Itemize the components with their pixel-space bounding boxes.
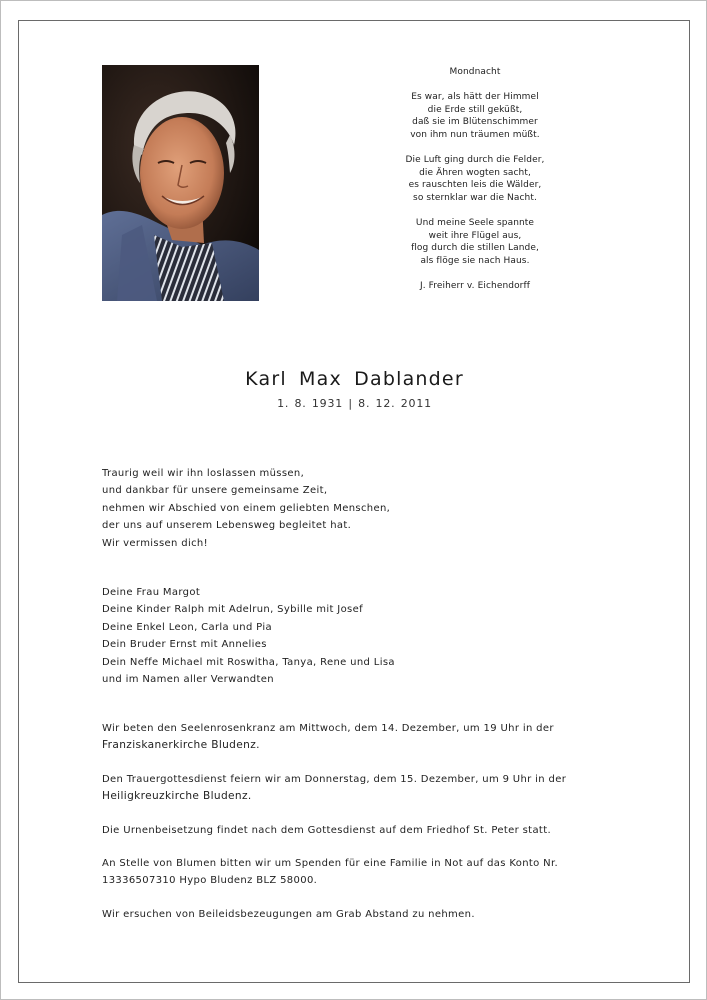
poem-line: Es war, als hätt der Himmel: [411, 92, 539, 103]
mourner-line: Dein Neffe Michael mit Roswitha, Tanya, Rene und Lisa: [102, 656, 395, 668]
poem-line: so sternklar war die Nacht.: [413, 192, 537, 203]
funeral-mass-notice: [102, 771, 622, 806]
mourner-line: Deine Frau Margot: [102, 587, 201, 598]
mourner-line: Dein Bruder Ernst mit Annelies: [102, 639, 267, 651]
farewell-text: [102, 465, 622, 552]
poem-line: die Erde still geküßt,: [427, 104, 523, 115]
farewell-line: nehmen wir Abschied von einem geliebten Menschen,: [102, 502, 391, 514]
poem-stanza: [385, 217, 565, 267]
poem: [385, 66, 565, 293]
farewell-line: Traurig weil wir ihn loslassen müssen,: [102, 468, 305, 479]
poem-line: als flöge sie nach Haus.: [420, 255, 530, 266]
poem-line: Und meine Seele spannte: [415, 218, 535, 229]
poem-line: flog durch die stillen Lande,: [411, 243, 539, 254]
farewell-line: Wir vermissen dich!: [102, 537, 208, 549]
mourner-line: Deine Kinder Ralph mit Adelrun, Sybille mit Josef: [102, 604, 363, 616]
poem-line: daß sie im Blütenschimmer: [412, 117, 538, 128]
farewell-line: der uns auf unserem Lebensweg begleitet hat.: [102, 520, 352, 532]
poem-line: von ihm nun träumen müßt.: [410, 129, 540, 140]
mourner-line: Deine Enkel Leon, Carla und Pia: [102, 621, 272, 633]
poem-line: es rauschten leis die Wälder,: [408, 180, 542, 191]
urn-burial-notice: [102, 822, 622, 839]
poem-line: Die Luft ging durch die Felder,: [405, 155, 545, 166]
mourners-list: [102, 584, 622, 688]
farewell-line: und dankbar für unsere gemeinsame Zeit,: [102, 485, 328, 497]
poem-title: Mondnacht: [449, 67, 501, 77]
donation-notice: [102, 855, 622, 890]
life-dates: 1. 8. 1931 | 8. 12. 2011: [277, 397, 432, 410]
poem-line: die Ähren wogten sacht,: [419, 167, 531, 178]
mourner-line: und im Namen aller Verwandten: [102, 674, 274, 686]
info-line: Die Urnenbeisetzung findet nach dem Gottesdienst auf dem Friedhof St. Peter statt.: [102, 824, 551, 836]
info-line: Wir ersuchen von Beileidsbezeugungen am Grab Abstand zu nehmen.: [102, 908, 475, 920]
info-line: An Stelle von Blumen bitten wir um Spenden für eine Familie in Not auf das Konto Nr.: [102, 858, 559, 870]
poem-author: J. Freiherr v. Eichendorff: [419, 281, 531, 292]
info-line: Den Trauergottesdienst feiern wir am Donnerstag, dem 15. Dezember, um 9 Uhr in der: [102, 773, 567, 785]
info-line: Heiligkreuzkirche Bludenz.: [102, 790, 252, 803]
info-line: Wir beten den Seelenrosenkranz am Mittwoch, dem 14. Dezember, um 19 Uhr in der: [102, 723, 554, 734]
poem-line: weit ihre Flügel aus,: [428, 230, 522, 241]
poem-stanza: [385, 154, 565, 204]
poem-stanza: [385, 91, 565, 141]
portrait-photo: [102, 65, 259, 301]
deceased-name: Karl Max Dablander: [245, 368, 464, 390]
info-line: Franziskanerkirche Bludenz.: [102, 739, 260, 752]
condolence-notice: [102, 906, 622, 923]
info-line: 13336507310 Hypo Bludenz BLZ 58000.: [102, 875, 318, 887]
service-info: [102, 720, 622, 923]
rosary-notice: [102, 720, 622, 755]
